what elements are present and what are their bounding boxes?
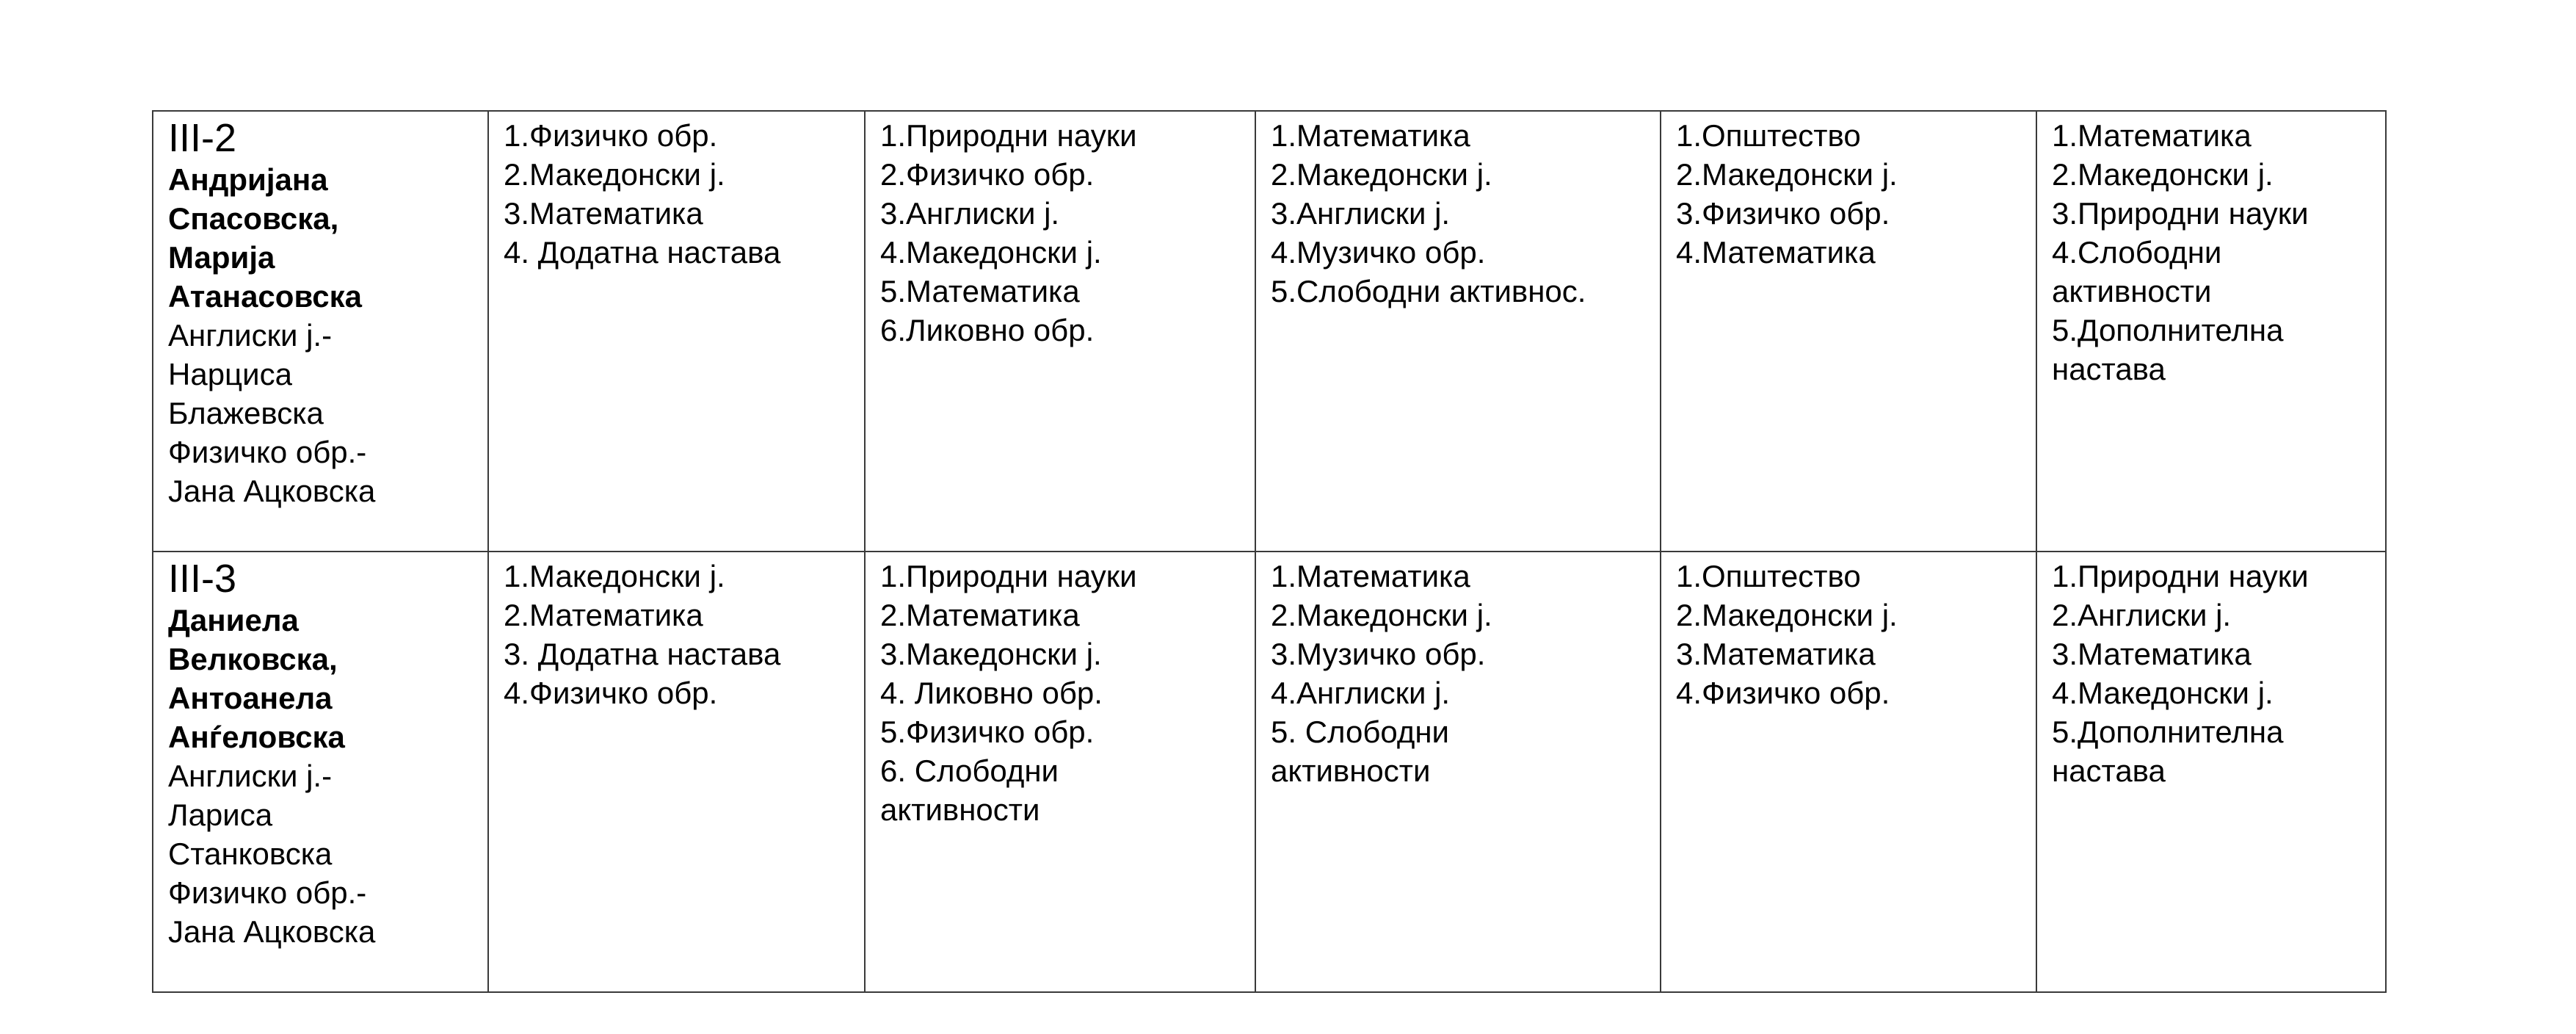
day-cell-1 [488, 552, 865, 992]
lesson: 4.Физичко обр. [1676, 676, 1890, 710]
subject-teacher: Физичко обр.- [168, 435, 367, 469]
lesson: 5. Слободни [1271, 715, 1450, 749]
lesson: настава [2052, 753, 2166, 788]
day-cell-1 [488, 111, 865, 552]
lesson: 3.Природни науки [2052, 196, 2309, 231]
lesson: 3. Додатна настава [504, 637, 781, 671]
subject-teacher: Англиски ј.- [168, 318, 333, 352]
lesson: 5.Дополнителна [2052, 313, 2284, 347]
lesson: 4. Ликовно обр. [880, 676, 1103, 710]
lesson: 1.Македонски ј. [504, 559, 725, 593]
day-cell-4 [1661, 552, 2036, 992]
lesson: 2.Македонски ј. [1676, 598, 1898, 632]
lesson: 1.Природни науки [880, 559, 1137, 593]
class-row-iii-3 [153, 552, 2386, 992]
lesson: 2.Математика [504, 598, 703, 632]
lesson: 2.Македонски ј. [1271, 157, 1492, 192]
class-name: III-3 [168, 557, 237, 601]
lesson: 4.Слободни [2052, 235, 2222, 270]
lesson: 5.Дополнителна [2052, 715, 2284, 749]
homeroom-teacher: Атанасовска [168, 279, 362, 314]
day-cell-3 [1255, 552, 1661, 992]
lesson: 4.Македонски ј. [880, 235, 1102, 270]
lesson: 3.Музичко обр. [1271, 637, 1486, 671]
lesson: 1.Општество [1676, 118, 1861, 153]
lesson: 4.Македонски ј. [2052, 676, 2274, 710]
homeroom-teacher: Велковска, [168, 642, 338, 676]
lesson: 4.Физичко обр. [504, 676, 718, 710]
lesson: 2.Македонски ј. [1271, 598, 1492, 632]
day-cell-2 [865, 552, 1255, 992]
day-cell-2 [865, 111, 1255, 552]
lesson: 3.Англиски ј. [880, 196, 1060, 231]
homeroom-teacher: Спасовска, [168, 201, 339, 236]
subject-teacher: Нарциса [168, 357, 292, 391]
lesson: активности [880, 792, 1040, 827]
homeroom-teacher: Антоанела [168, 681, 333, 715]
lesson: активности [2052, 274, 2212, 308]
class-name: III-2 [168, 116, 237, 160]
lesson: 4.Математика [1676, 235, 1876, 270]
lesson: 2.Македонски ј. [504, 157, 725, 192]
lesson: 3.Математика [1676, 637, 1876, 671]
lesson: активности [1271, 753, 1431, 788]
lesson: 1.Математика [1271, 559, 1470, 593]
day-cell-3 [1255, 111, 1661, 552]
lesson: 2.Македонски ј. [1676, 157, 1898, 192]
subject-teacher: Англиски ј.- [168, 759, 333, 793]
lesson: 3.Физичко обр. [1676, 196, 1890, 231]
class-info-cell [153, 552, 488, 992]
lesson: 2.Англиски ј. [2052, 598, 2232, 632]
lesson: настава [2052, 352, 2166, 386]
lesson: 3.Македонски ј. [880, 637, 1102, 671]
day-cell-4 [1661, 111, 2036, 552]
day-cell-5 [2036, 552, 2386, 992]
lesson: 4. Додатна настава [504, 235, 781, 270]
subject-teacher: Физичко обр.- [168, 875, 367, 910]
subject-teacher: Лариса [168, 798, 273, 832]
lesson: 5.Математика [880, 274, 1080, 308]
lesson: 5.Слободни активнос. [1271, 274, 1586, 308]
lesson: 3.Математика [2052, 637, 2252, 671]
homeroom-teacher: Анѓеловска [168, 720, 345, 754]
subject-teacher: Станковска [168, 836, 333, 871]
class-row-iii-2 [153, 111, 2386, 552]
lesson: 6.Ликовно обр. [880, 313, 1095, 347]
lesson: 1.Општество [1676, 559, 1861, 593]
lesson: 3.Математика [504, 196, 703, 231]
lesson: 1.Природни науки [880, 118, 1137, 153]
lesson: 1.Математика [1271, 118, 1470, 153]
lesson: 4.Англиски ј. [1271, 676, 1451, 710]
lesson: 2.Македонски ј. [2052, 157, 2274, 192]
subject-teacher: Блажевска [168, 396, 324, 430]
lesson: 1.Природни науки [2052, 559, 2309, 593]
lesson: 1.Математика [2052, 118, 2252, 153]
lesson: 5.Физичко обр. [880, 715, 1095, 749]
homeroom-teacher: Марија [168, 240, 275, 275]
homeroom-teacher: Андријана [168, 162, 328, 197]
class-info-cell [153, 111, 488, 552]
lesson: 3.Англиски ј. [1271, 196, 1451, 231]
day-cell-5 [2036, 111, 2386, 552]
lesson: 1.Физичко обр. [504, 118, 718, 153]
lesson: 2.Математика [880, 598, 1080, 632]
subject-teacher: Јана Ацковска [168, 474, 376, 508]
lesson: 2.Физичко обр. [880, 157, 1095, 192]
lesson: 4.Музичко обр. [1271, 235, 1486, 270]
homeroom-teacher: Даниела [168, 603, 299, 637]
schedule-table [152, 110, 2387, 993]
lesson: 6. Слободни [880, 753, 1059, 788]
subject-teacher: Јана Ацковска [168, 914, 376, 949]
